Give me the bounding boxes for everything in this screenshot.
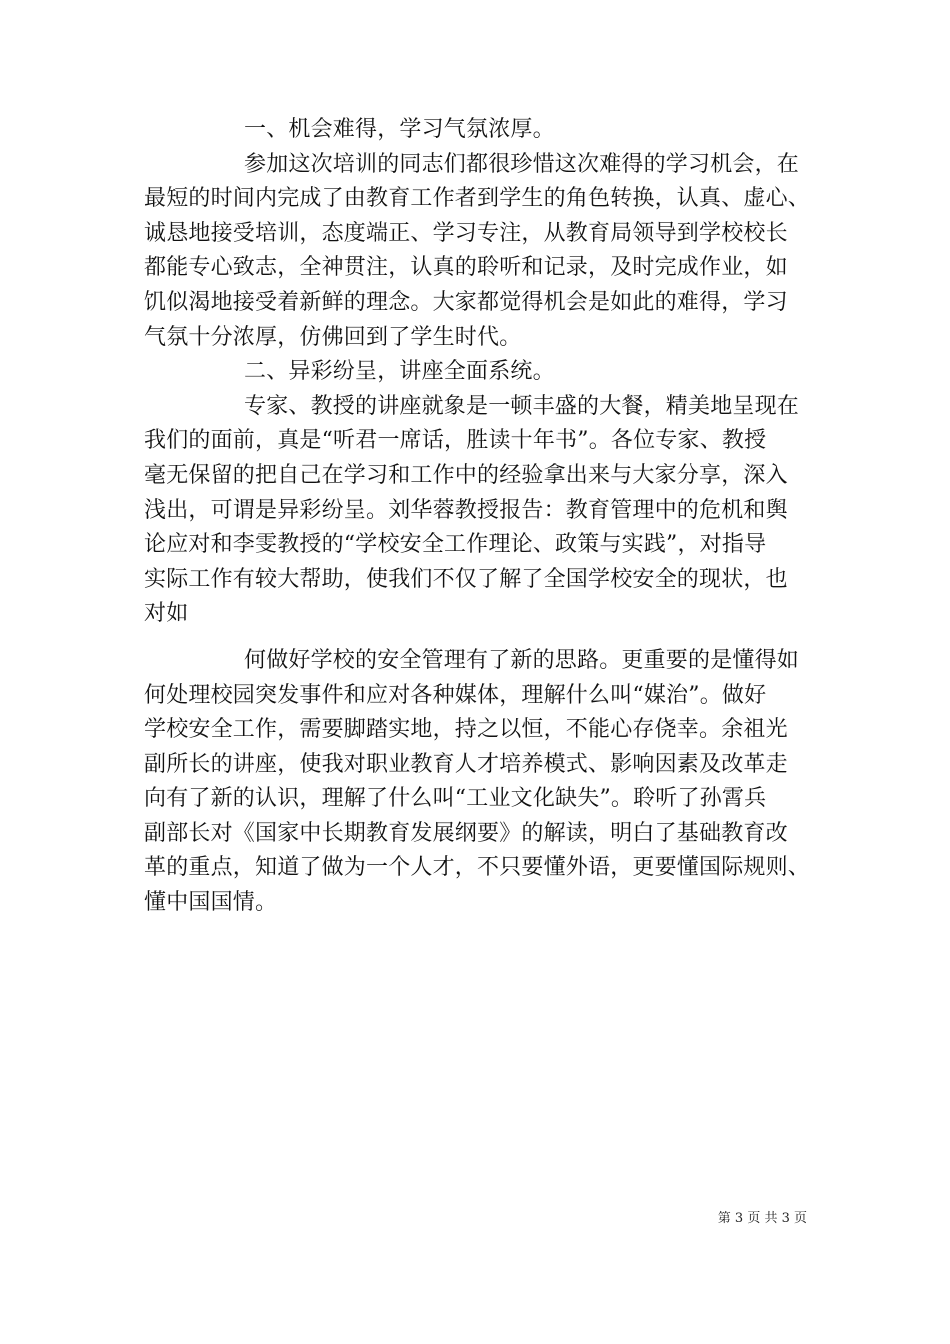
paragraph-2: [144, 390, 814, 632]
page-number-footer: 第 3 页 共 3 页: [717, 1211, 807, 1226]
paragraph-line: 最短的时间内完成了由教育工作者到学生的角色转换，认真、虚心、: [144, 186, 811, 212]
paragraph-line: 对如: [144, 601, 189, 627]
paragraph-line: 学校安全工作，需要脚踏实地，持之以恒，不能心存侥幸。余祖光: [144, 717, 788, 743]
paragraph-line: 毫无保留的把自己在学习和工作中的经验拿出来与大家分享，深入: [144, 462, 788, 488]
paragraph-line: 革的重点，知道了做为一个人才，不只要懂外语，更要懂国际规则、: [144, 855, 811, 881]
heading-text: 一、机会难得，学习气氛浓厚。: [244, 117, 555, 142]
paragraph-line: 向有了新的认识，理解了什么叫“工业文化缺失”。聆听了孙霄兵: [144, 786, 767, 812]
section-heading-1: [144, 113, 814, 148]
paragraph-line: 饥似渴地接受着新鲜的理念。大家都觉得机会是如此的难得，学习: [144, 289, 788, 315]
section-heading-2: [144, 355, 814, 390]
paragraph-1: [144, 148, 814, 356]
paragraph-line: 专家、教授的讲座就象是一顿丰盛的大餐，精美地呈现在: [244, 393, 800, 419]
paragraph-line: 副部长对《国家中长期教育发展纲要》的解读，明白了基础教育改: [144, 820, 788, 846]
paragraph-line: 何处理校园突发事件和应对各种媒体，理解什么叫“媒治”。做好: [144, 682, 767, 708]
paragraph-line: 诚恳地接受培训，态度端正、学习专注，从教育局领导到学校校长: [144, 220, 788, 246]
paragraph-3: [144, 644, 814, 921]
paragraph-line: 论应对和李雯教授的“学校安全工作理论、政策与实践”，对指导: [144, 532, 767, 558]
document-body: [144, 113, 814, 921]
paragraph-line: 懂中国国情。: [144, 890, 278, 916]
heading-text: 二、异彩纷呈，讲座全面系统。: [244, 359, 555, 385]
paragraph-line: 浅出，可谓是异彩纷呈。刘华蓉教授报告：教育管理中的危机和舆: [144, 497, 788, 523]
paragraph-line: 副所长的讲座，使我对职业教育人才培养模式、影响因素及改革走: [144, 751, 788, 777]
paragraph-line: 何做好学校的安全管理有了新的思路。更重要的是懂得如: [244, 647, 800, 673]
paragraph-line: 都能专心致志，全神贯注，认真的聆听和记录，及时完成作业，如: [144, 255, 788, 281]
paragraph-line: 气氛十分浓厚，仿佛回到了学生时代。: [144, 324, 522, 350]
paragraph-line: 我们的面前，真是“听君一席话，胜读十年书”。各位专家、教授: [144, 428, 767, 454]
paragraph-line: 实际工作有较大帮助，使我们不仅了解了全国学校安全的现状，也: [144, 566, 788, 592]
paragraph-line: 参加这次培训的同志们都很珍惜这次难得的学习机会，在: [244, 151, 800, 177]
